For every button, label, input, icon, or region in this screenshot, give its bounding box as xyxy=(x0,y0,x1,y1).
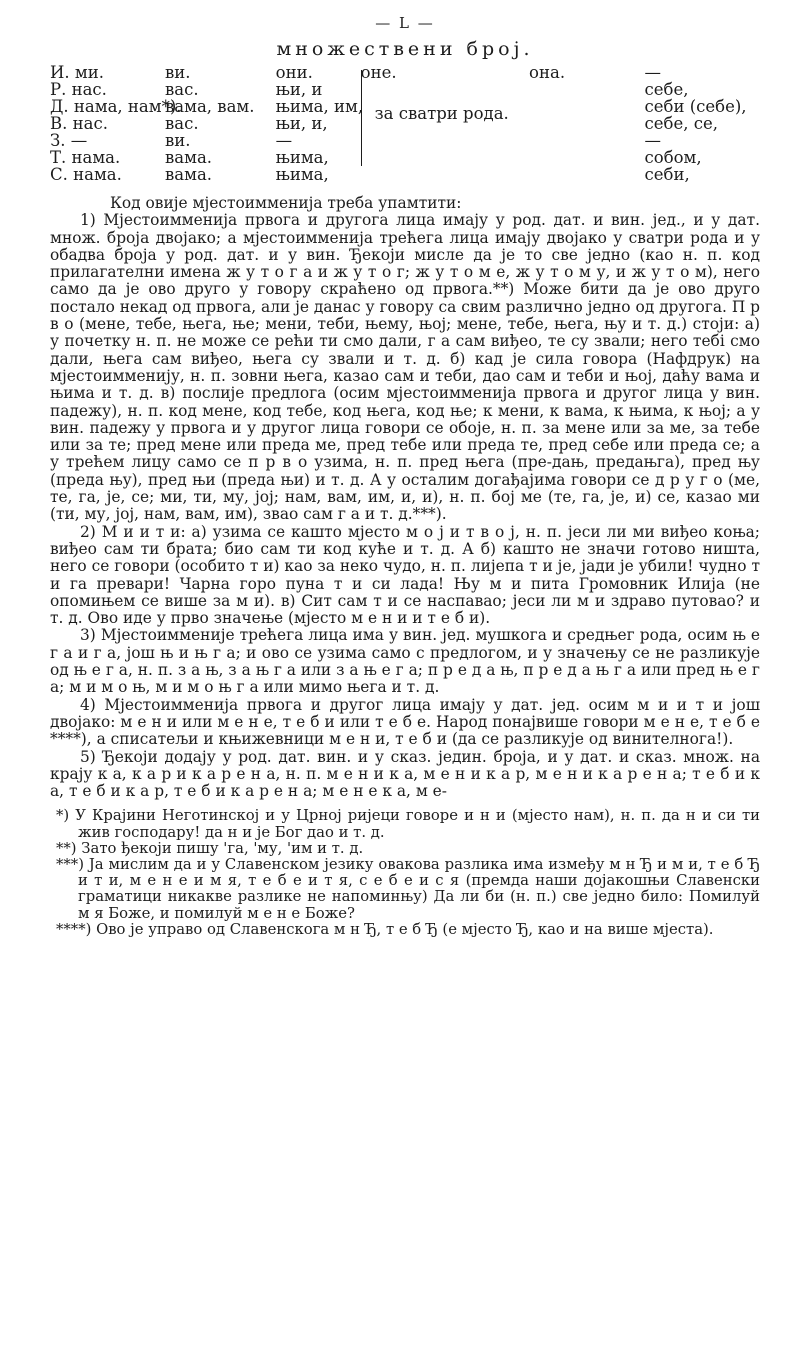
form-cell: њи, и, xyxy=(275,114,328,133)
form-cell: њима, им, xyxy=(275,97,364,116)
case-cell: Д. нама, нам*). xyxy=(50,97,182,116)
column-label: она. xyxy=(529,63,566,82)
second-person-column xyxy=(165,64,276,183)
form-cell: себи, xyxy=(644,165,690,184)
paragraph: 2) М и и т и: а) узима се кашто мјесто м о ј и т в о ј, н. п. јеси ли ми виђео коња; виђео сам ти брата; био сам ти код куће и т. д. А б) кашто не значи готово ништа, него се говори (особито т и) као за неко чудо, н. п. лијепа т и је, јади је убили! чудно т и га превари! Чарна горо пуна т и си лада! Њу м и пита Громовник Илија (не опомињем се више за м и). в) Сит сам т и се наспавао; јеси ли м и здраво путовао? и т. д. Ово иде у прво значење (мјесто м е н и и т е б и). xyxy=(50,522,760,628)
reflexive-column xyxy=(645,64,760,183)
paragraph: 1) Мјестоимменија првога и другога лица имају у род. дат. и вин. јед., и у дат. множ. броја двојако; а мјестоимменија трећега лица имају двојако у сватри рода и у обадва броја у род. дат. и у вин. Ђекоји мисле да је то све једно (као н. п. код прилагателни имена ж у т о г а и ж у т о г; ж у т о м е, ж у т о м у, и ж у т о м), него само да је ово друго у говору скраћено од првога.**) Може бити да је ово друго постало некад од првога, али је данас у говору са свим различно једно од другога. П р в о (мене, тебе, њега, ње; мени, теби, њему, њој; мене, тебе, њега, њу и т. д.) стоји: а) у почетку н. п. не може се рећи ти смо дали, г а сам виђео, те су звали; него тебi смо дали, њега сам виђео, њега су звали и т. д. б) кад је сила говора (Нафдрук) на мјестоимменију, н. п. зовни њега, казао сам и теби, дао сам и теби и њој, даћу вама и њима и т. д. в) послије предлога (осим мјестоимменија првога и другог лица у вин. падежу), н. п. код мене, код тебе, код њега, код ње; к мени, к вама, к њима, к њој; а у вин. падежу у првога и у другог лица говори се обоје, н. п. за мене или за ме, за тебе или за те; пред мене или преда ме, пред тебе или преда те, пред себе или преда се; а у трећем лицу само се п р в о узима, н. п. пред њега (пре-дањ, предањга), пред њу (преда њу), пред њи (преда њи) и т. д. А у осталим догађајима говори се д р у г о (ме, те, га, је, се; ми, ти, му, јој; нам, вам, им, и, и), н. п. бој ме (те, га, је, и) се, казао ми (ти, му, јој, нам, вам, им), звао сам г а и т. д.***). xyxy=(50,211,760,524)
body-text xyxy=(50,195,760,800)
form-cell: њима, xyxy=(275,148,329,167)
case-cell: Т. нама. xyxy=(50,148,121,167)
column-label: они. xyxy=(275,63,313,82)
paragraph: 4) Мјестоимменија првога и другог лица имају у дат. јед. осим м и и т и још двојако: м е н и или м е н е, т е б и или т е б е. Народ понајвише говори м е н е, т е б е ****), а списатељи и књижевници м е н и, т е б и (да се разликује од винителнога!). xyxy=(50,695,760,749)
case-cell: Р. нас. xyxy=(50,80,107,99)
form-cell: — xyxy=(275,131,293,150)
form-cell: вас. xyxy=(165,80,199,99)
column-label: оне. xyxy=(360,63,397,82)
form-cell: собом, xyxy=(644,148,702,167)
footnote: ****) Ово је управо од Славенскога м н Ђ, т е б Ђ (е мјесто Ђ, као и на више мјеста). xyxy=(56,920,714,938)
footnotes xyxy=(50,808,760,938)
form-cell: — xyxy=(644,131,662,150)
case-cell: З. — xyxy=(50,131,88,150)
case-cell: И. ми. xyxy=(50,63,104,82)
paragraph: 5) Ђекоји додају у род. дат. вин. и у сказ. једин. броја, и у дат. и сказ. множ. на крају к а, к а р и к а р е н а, н. п. м е н и к а, м е н и к а р, м е н и к а р е н а; т е б и к а, т е б и к а р, т е б и к а р е н а; м е н е к а, м е- xyxy=(50,747,760,801)
form-cell: — xyxy=(644,63,662,82)
footnote: ***) Ја мислим да и у Славенском језику овакова разлика има између м н Ђ и м и, т е б Ђ и т и, м е н е и м я, т е б е и т я, с е б е и с я (премда наши дојакошњи Славенски граматици никакве разлике не напоминњу) Да ли би (н. п.) све једно било: Помилуй м я Боже, и помилуй м е н е Боже? xyxy=(56,856,760,922)
column-label: ви. xyxy=(165,63,191,82)
form-cell: себе, се, xyxy=(644,114,718,133)
footnote: **) Зато ђекоји пишу 'га, 'му, 'им и т. д. xyxy=(56,839,364,857)
form-cell: вама, вам. xyxy=(165,97,255,116)
case-cell: В. нас. xyxy=(50,114,108,133)
form-cell: вама. xyxy=(165,165,213,184)
form-cell: њи, и xyxy=(275,80,323,99)
form-cell: вама. xyxy=(165,148,213,167)
third-person-column xyxy=(275,63,364,184)
brace xyxy=(361,70,372,166)
all-genders-label: за сватри рода. xyxy=(374,104,509,123)
declension-table xyxy=(50,64,760,183)
form-cell: ви. xyxy=(165,131,191,150)
form-cell: себи (себе), xyxy=(644,97,747,116)
page-number: — L — xyxy=(375,14,435,32)
section-heading: множествени број. xyxy=(276,38,534,60)
form-cell: вас. xyxy=(165,114,199,133)
paragraph: 3) Мјестоимменије трећега лица има у вин. јед. мушкога и средњег рода, осим њ е г а и г а, још њ и њ г а; и ово се узима само с предлогом, и у значењу се не разликује од њ е г а, н. п. з а њ, з а њ г а или з а њ е г а; п р е д а њ, п р е д а њ г а или пред њ е г а; м и м о њ, м и м о њ г а или мимо њега и т. д. xyxy=(50,626,760,697)
footnote: *) У Крајини Неготинској и у Црној ријеци говоре и н и (мјесто нам), н. п. да н и си ти жив господару! да н и је Бог дао и т. д. xyxy=(56,807,760,841)
fem-column xyxy=(529,64,644,183)
gender-brace-column xyxy=(361,64,529,183)
case-cell: С. нама. xyxy=(50,165,122,184)
form-cell: себе, xyxy=(644,80,689,99)
form-cell: њима, xyxy=(275,165,329,184)
paragraph: Код овије мјестоимменија треба упамтити: xyxy=(110,194,462,212)
